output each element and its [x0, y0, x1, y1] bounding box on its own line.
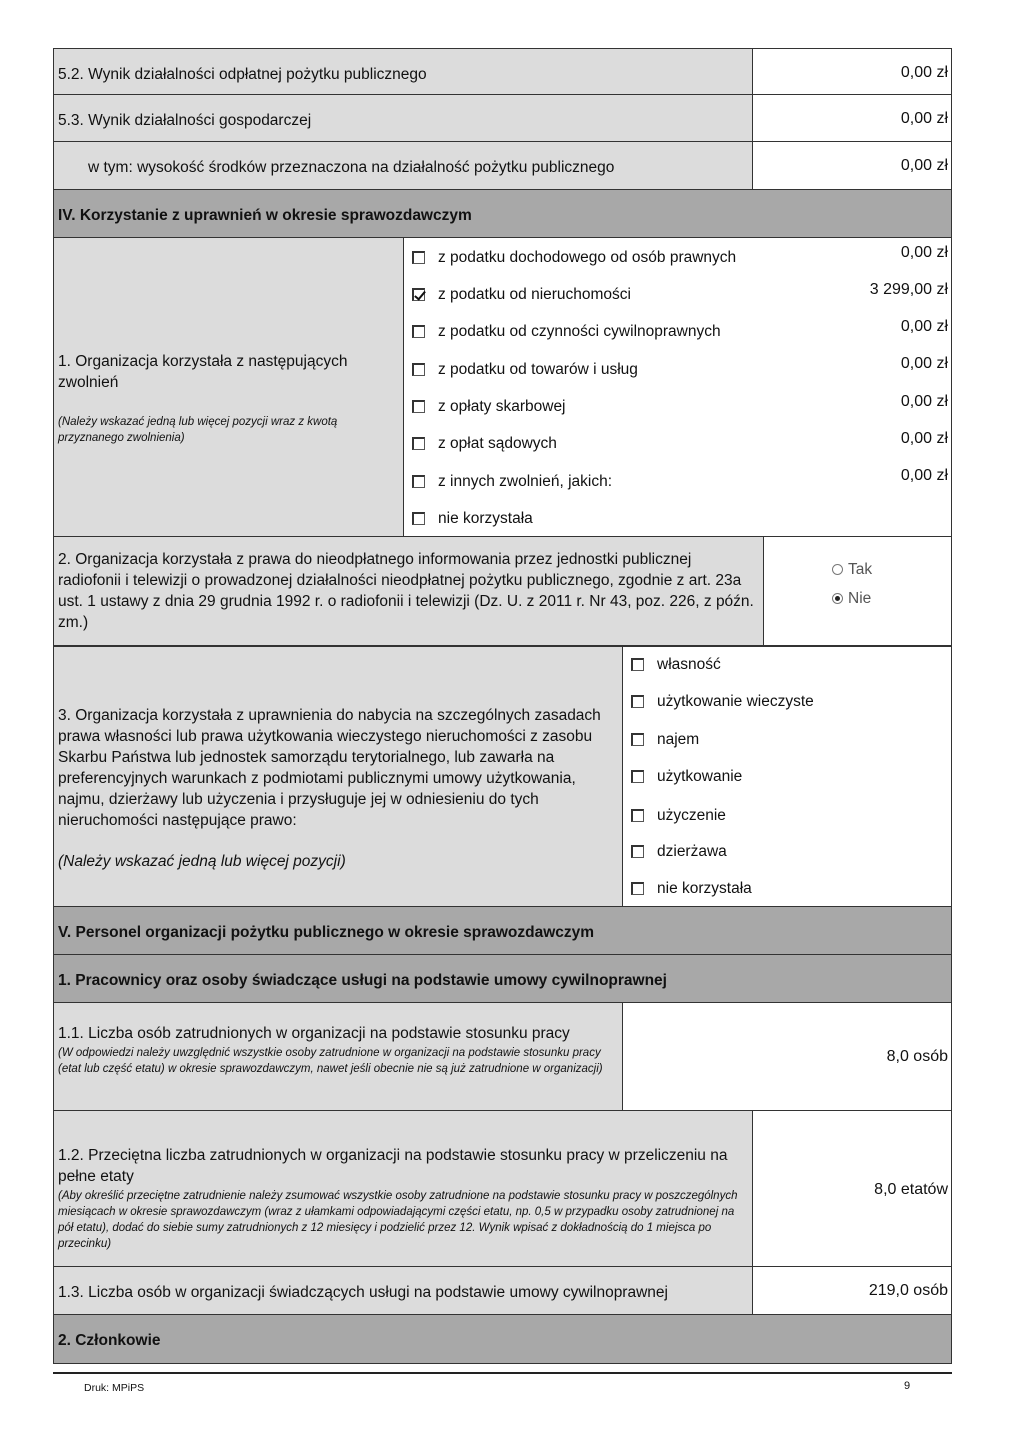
q3-option-3[interactable] [631, 766, 742, 788]
row-w-tym-value[interactable]: 0,00 zł [900, 157, 948, 174]
q13-value[interactable]: 219,0 osób [868, 1282, 948, 1299]
row-5-3 [53, 94, 952, 143]
checkbox-icon[interactable] [631, 733, 644, 746]
section-iv-q1 [53, 237, 952, 538]
q3-option-5-label: dzierżawa [657, 843, 727, 860]
section-v-header [53, 906, 952, 956]
q1-label: 1. Organizacja korzystała z następujących zwolnień [58, 353, 348, 391]
section-v-sub2-title: 2. Członkowie [58, 1332, 161, 1349]
checkbox-icon[interactable] [631, 695, 644, 708]
q3-option-4-label: użyczenie [657, 807, 726, 824]
q1-option-7-label: nie korzystała [438, 510, 533, 527]
checkbox-icon[interactable] [412, 512, 425, 525]
row-5-2-value[interactable]: 0,00 zł [900, 64, 948, 81]
q3-option-2-label: najem [657, 731, 700, 748]
q3-option-2[interactable] [631, 729, 699, 751]
section-v-q12 [53, 1110, 952, 1268]
row-5-3-value[interactable]: 0,00 zł [900, 110, 948, 127]
q1-option-2-value[interactable]: 0,00 zł [900, 318, 948, 335]
q1-option-1-value[interactable]: 3 299,00 zł [869, 281, 948, 298]
q1-option-5-label: z opłat sądowych [438, 435, 557, 452]
checkbox-icon[interactable] [412, 400, 425, 413]
checkbox-icon[interactable] [631, 882, 644, 895]
row-w-tym [53, 141, 952, 191]
checkbox-icon[interactable] [631, 809, 644, 822]
q1-option-2[interactable] [412, 321, 721, 343]
q1-option-0[interactable] [412, 247, 736, 269]
q1-note: (Należy wskazać jedną lub więcej pozycji wraz z kwotą przyznanego zwolnienia) [58, 416, 338, 444]
section-v-q11 [53, 1002, 952, 1112]
q2-option-nie[interactable] [832, 588, 871, 610]
q2-label: 2. Organizacja korzystała z prawa do nieodpłatnego informowania przez jednostki publicznej radiofonii i telewizji o prowadzonej działalności nieodpłatnej pożytku publicznego, zgodnie z art. 23a ust. 1 ustawy z dnia 29 grudnia 1992 r. o radiofonii i telewizji (Dz. U. z 2011 r. Nr 43, poz. 226, z późn. zm.) [58, 551, 754, 631]
footer-print-label: Druk: MPiPS [84, 1382, 145, 1394]
checkbox-icon[interactable] [412, 325, 425, 338]
section-iv-q2 [53, 536, 952, 646]
q1-option-6[interactable] [412, 471, 612, 493]
q2-option-tak-label: Tak [848, 561, 873, 578]
section-v-sub1 [53, 954, 952, 1004]
section-v-q13 [53, 1266, 952, 1316]
checkbox-icon[interactable] [412, 251, 425, 264]
q3-option-3-label: użytkowanie [657, 768, 743, 785]
section-iv-q3 [53, 646, 952, 908]
checkbox-icon[interactable] [412, 437, 425, 450]
checkbox-icon[interactable] [412, 363, 425, 376]
q3-option-6[interactable] [631, 878, 752, 900]
q12-label: 1.2. Przeciętna liczba zatrudnionych w organizacji na podstawie stosunku pracy w przeliczeniu na pełne etaty [58, 1147, 728, 1185]
q3-option-0[interactable] [631, 654, 721, 676]
checkbox-icon[interactable] [631, 658, 644, 671]
q1-option-6-label: z innych zwolnień, jakich: [438, 473, 613, 490]
row-5-2-label: 5.2. Wynik działalności odpłatnej pożytku publicznego [58, 66, 427, 83]
q3-option-4[interactable] [631, 805, 726, 827]
page-number: 9 [904, 1380, 911, 1392]
q12-value[interactable]: 8,0 etatów [874, 1181, 948, 1198]
q1-option-5-value[interactable]: 0,00 zł [900, 430, 948, 447]
checkbox-checked-icon[interactable] [412, 288, 425, 301]
q3-option-1-label: użytkowanie wieczyste [657, 693, 814, 710]
section-v-sub1-title: 1. Pracownicy oraz osoby świadczące usługi na podstawie umowy cywilnoprawnej [58, 972, 667, 989]
row-5-3-label: 5.3. Wynik działalności gospodarczej [58, 112, 312, 129]
q1-option-3-label: z podatku od towarów i usług [438, 361, 638, 378]
q3-note: (Należy wskazać jedną lub więcej pozycji) [58, 853, 346, 870]
q2-option-tak[interactable] [832, 559, 872, 581]
q1-option-4-label: z opłaty skarbowej [438, 398, 566, 415]
q1-option-4[interactable] [412, 396, 566, 418]
q11-note: (W odpowiedzi należy uwzględnić wszystkie osoby zatrudnione w organizacji na podstawie stosunku pracy (etat lub część etatu) w okresie sprawozdawczym, nawet jeśli obecnie nie są już zatrudnione w organizacji) [58, 1047, 603, 1075]
row-w-tym-label: w tym: wysokość środków przeznaczona na działalność pożytku publicznego [88, 159, 615, 176]
q3-option-6-label: nie korzystała [657, 880, 752, 897]
q12-note: (Aby określić przeciętne zatrudnienie należy zsumować wszystkie osoby zatrudnione na podstawie stosunku pracy w poszczególnych miesiącach w okresie sprawozdawczym (wraz z ułamkami odpowiadającymi części etatu, np. 0,5 w przypadku osoby zatrudnionej na pół etatu), dodać do siebie sumy zatrudnionych z 12 miesięcy i podzielić przez 12. Wynik wpisać z dokładnością do 1 miejsca po przecinku) [58, 1190, 738, 1250]
section-v-sub2 [53, 1314, 952, 1364]
q1-option-0-value[interactable]: 0,00 zł [900, 244, 948, 261]
q11-value[interactable]: 8,0 osób [886, 1048, 948, 1065]
q1-option-6-value[interactable]: 0,00 zł [900, 467, 948, 484]
q3-options [622, 647, 951, 907]
radio-icon[interactable] [832, 564, 843, 575]
section-v-title: V. Personel organizacji pożytku publicznego w okresie sprawozdawczym [58, 924, 595, 941]
q1-option-5[interactable] [412, 433, 557, 455]
q3-option-5[interactable] [631, 841, 727, 863]
section-iv-header [53, 189, 952, 239]
row-5-2 [53, 48, 952, 96]
q1-option-4-value[interactable]: 0,00 zł [900, 393, 948, 410]
q1-option-7[interactable] [412, 508, 533, 530]
q2-options [763, 537, 951, 645]
q1-options [403, 238, 951, 537]
q2-option-nie-label: Nie [848, 590, 872, 607]
q3-option-0-label: własność [657, 656, 721, 673]
q3-option-1[interactable] [631, 691, 814, 713]
q1-option-3[interactable] [412, 359, 638, 381]
checkbox-icon[interactable] [631, 770, 644, 783]
checkbox-icon[interactable] [412, 475, 425, 488]
q1-option-0-label: z podatku dochodowego od osób prawnych [438, 249, 737, 266]
footer-divider [53, 1372, 952, 1374]
q13-label: 1.3. Liczba osób w organizacji świadczących usługi na podstawie umowy cywilnoprawnej [58, 1284, 668, 1301]
q3-label: 3. Organizacja korzystała z uprawnienia do nabycia na szczególnych zasadach prawa własności lub prawa użytkowania wieczystego nieruchomości z zasobu Skarbu Państwa lub jednostek samorządu terytorialnego, lub zawarła na preferencyjnych warunkach z podmiotami publicznymi umowy użytkowania, najmu, dzierżawy lub użyczenia i przysługuje jej w odniesieniu do tych nieruchomości następujące prawo: [58, 707, 601, 829]
q1-option-2-label: z podatku od czynności cywilnoprawnych [438, 323, 721, 340]
q1-option-1[interactable] [412, 284, 631, 306]
radio-selected-icon[interactable] [832, 593, 843, 604]
q1-option-3-value[interactable]: 0,00 zł [900, 355, 948, 372]
checkbox-icon[interactable] [631, 845, 644, 858]
q1-option-1-label: z podatku od nieruchomości [438, 286, 632, 303]
q11-label: 1.1. Liczba osób zatrudnionych w organizacji na podstawie stosunku pracy [58, 1025, 570, 1042]
section-iv-title: IV. Korzystanie z uprawnień w okresie sprawozdawczym [58, 207, 472, 224]
